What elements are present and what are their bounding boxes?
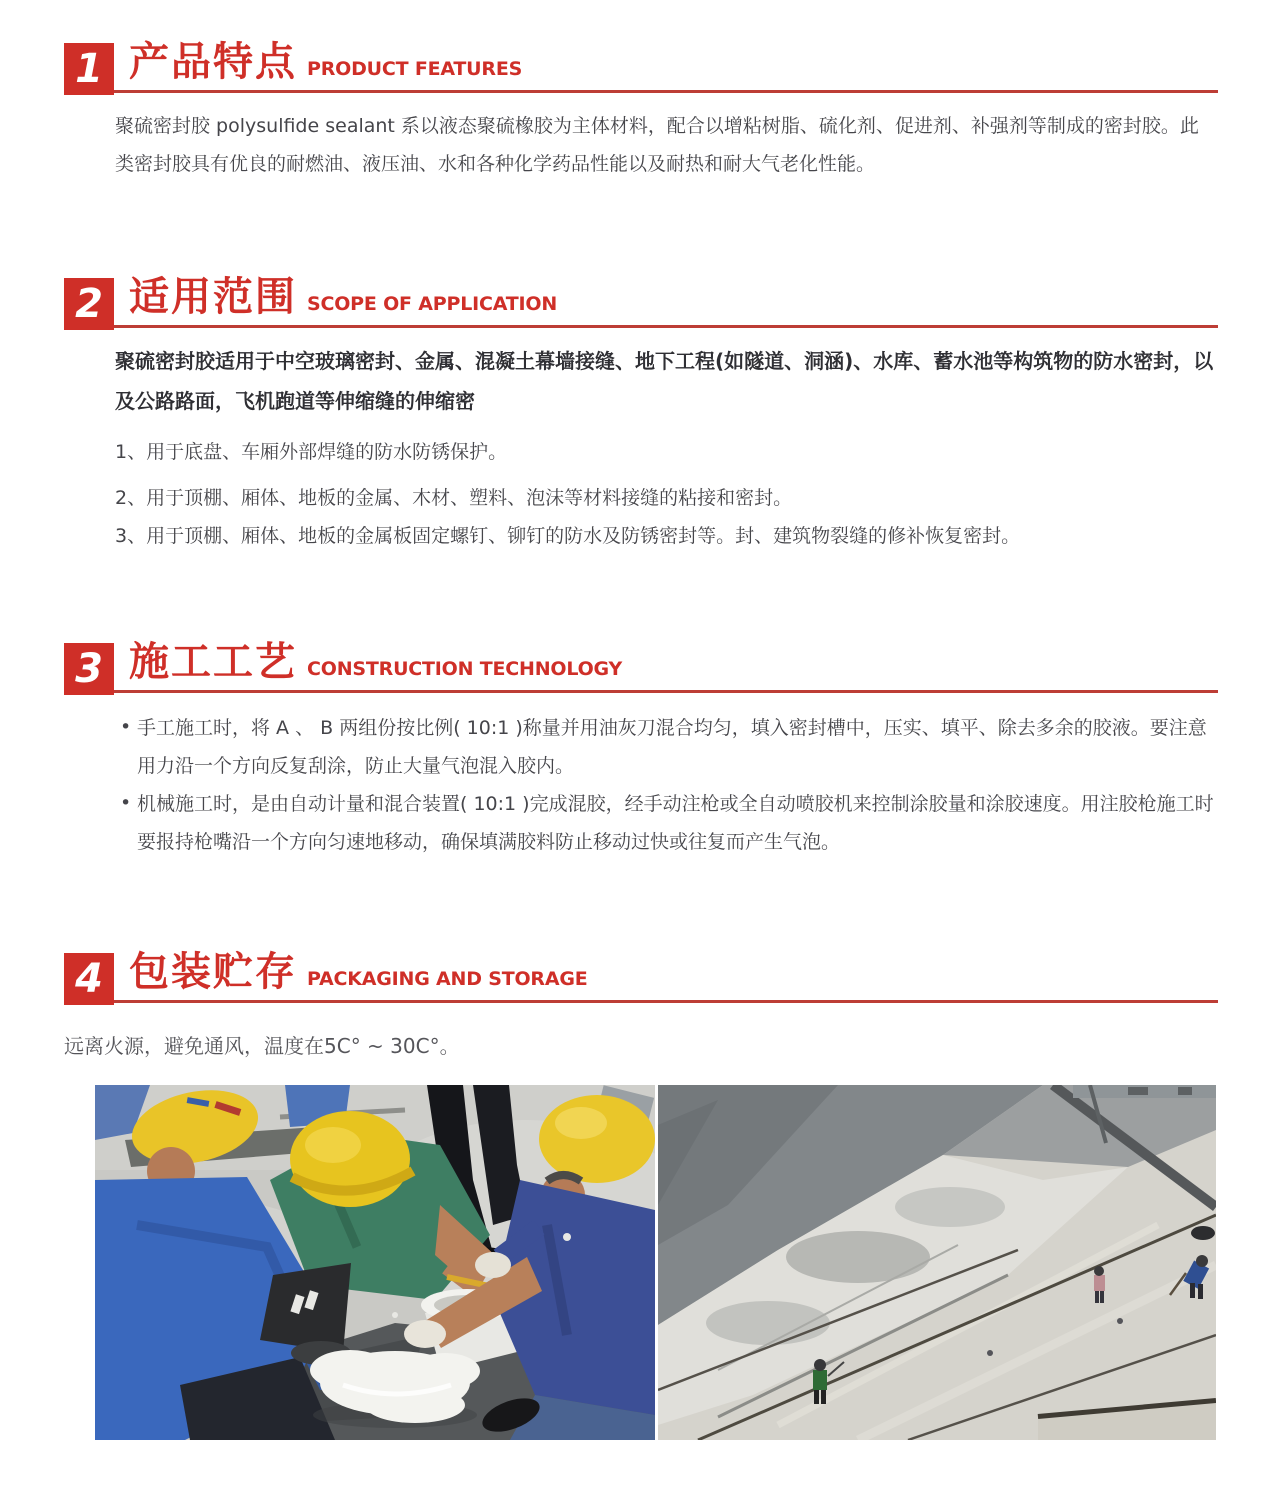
features-paragraph: 聚硫密封胶 polysulfide sealant 系以液态聚硫橡胶为主体材料，配合以增粘树脂、硫化剂、促进剂、补强剂等制成的密封胶。此类密封胶具有优良的耐燃油、液压油、水和各种化学药品性能以及耐热和耐大气老化性能。 [115, 115, 1199, 175]
section-title: 适用范围 [129, 274, 297, 320]
section-number-badge: 1 [64, 43, 114, 95]
section-title: 产品特点 [129, 39, 297, 85]
section-header [64, 638, 1218, 693]
section-subtitle: PACKAGING AND STORAGE [307, 968, 588, 990]
construction-bullet: • 手工施工时，将 A 、 B 两组份按比例( 10:1 )称量并用油灰刀混合均匀，填入密封槽中，压实、填平、除去多余的胶液。要注意用力沿一个方向反复刮涂，防止大量气泡混入胶内。 [120, 709, 1216, 785]
scope-lead-paragraph: 聚硫密封胶适用于中空玻璃密封、金属、混凝土幕墙接缝、地下工程(如隧道、洞涵)、水库、蓄水池等构筑物的防水密封，以及公路路面，飞机跑道等伸缩缝的伸缩密 [115, 349, 1214, 413]
photo-row [95, 1085, 1216, 1440]
section-subtitle: CONSTRUCTION TECHNOLOGY [307, 658, 623, 680]
section-title: 施工工艺 [129, 639, 297, 685]
section-product-features [64, 38, 1218, 183]
section-header [64, 273, 1218, 328]
photo-workers-applying-sealant [95, 1085, 655, 1440]
construction-bullet-list [120, 709, 1216, 861]
section-scope-of-application [64, 273, 1218, 555]
section-subtitle: PRODUCT FEATURES [307, 58, 523, 80]
section-number-badge: 2 [64, 278, 114, 330]
section-header [64, 38, 1218, 93]
scope-list [115, 433, 1216, 555]
section-number-badge: 3 [64, 643, 114, 695]
section-title: 包装贮存 [129, 949, 297, 995]
section-construction-technology [64, 638, 1218, 861]
section-header [64, 948, 1218, 1003]
scope-item: 3、用于顶棚、厢体、地板的金属板固定螺钉、铆钉的防水及防锈密封等。封、建筑物裂缝的修补恢复密封。 [115, 525, 1021, 547]
construction-bullet: • 机械施工时，是由自动计量和混合装置( 10:1 )完成混胶，经手动注枪或全自动喷胶机来控制涂胶量和涂胶速度。用注胶枪施工时要报持枪嘴沿一个方向匀速地移动，确保填满胶料防止移动过快或往复而产生气泡。 [120, 785, 1216, 861]
scope-item: 2、用于顶棚、厢体、地板的金属、木材、塑料、泡沫等材料接缝的粘接和密封。 [115, 487, 793, 509]
photo-concrete-slope-workers [658, 1085, 1216, 1440]
section-subtitle: SCOPE OF APPLICATION [307, 293, 558, 315]
section-packaging-and-storage [64, 948, 1218, 1083]
section-number-badge: 4 [64, 953, 114, 1005]
storage-note: 远离火源，避免通风，温度在5C° ~ 30C°。 [64, 1034, 460, 1058]
scope-item: 1、用于底盘、车厢外部焊缝的防水防锈保护。 [115, 441, 508, 463]
